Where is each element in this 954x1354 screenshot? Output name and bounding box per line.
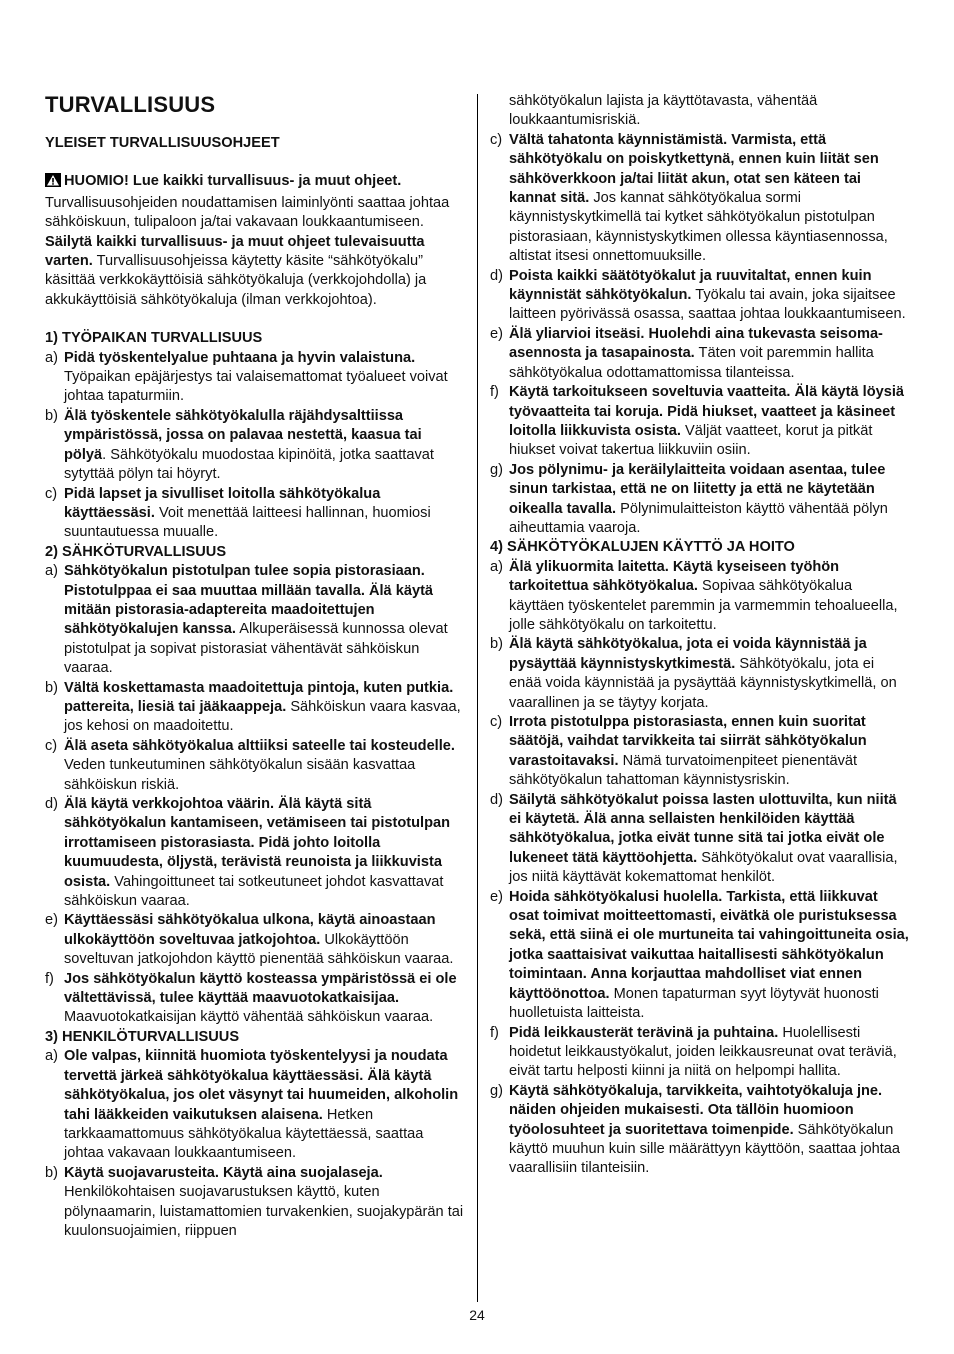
item-text: Työkalu tai avain, joka sijaitsee laitteen pyörivässä osassa, saattaa johtaa loukkaantumiseen.: [509, 287, 906, 323]
list-item: [490, 1024, 910, 1082]
item-letter: a): [490, 558, 503, 575]
item-text: Nämä turvatoimenpiteet pienentävät sähkötyökalun tahattoman käynnistysriskin.: [509, 752, 858, 789]
list-item: [490, 267, 910, 325]
item-text: Täten voit paremmin hallita sähkötyökalua odottamattomissa tilanteissa.: [509, 345, 874, 381]
list-item: [45, 679, 465, 737]
list-item: [490, 1082, 910, 1179]
item-text: Pölynimulaitteiston käyttö vähentää pölyn aiheuttamia vaaroja.: [509, 500, 888, 536]
page-number: 24: [469, 1307, 485, 1323]
item-letter: f): [45, 970, 54, 987]
intro-text: Turvallisuusohjeiden noudattamisen laiminlyönti saattaa johtaa sähköiskuun, tulipaloon ja/tai vakavaan loukkaantumiseen.: [45, 194, 450, 231]
item-letter: b): [45, 679, 58, 696]
item-bold: Älä ylikuormita laitetta. Käytä kyseiseen työhön tarkoitettua sähkötyökalua.: [509, 558, 840, 595]
list-item: [490, 791, 910, 888]
list-item: [490, 325, 910, 383]
intro-warning-bold: HUOMIO! Lue kaikki turvallisuus- ja muut ohjeet.: [64, 173, 402, 190]
list-item: [490, 635, 910, 713]
item-letter: b): [45, 1164, 58, 1181]
item-bold: Irrota pistotulppa pistorasiasta, ennen kuin suoritat säätöjä, vaihdat tarvikkeita tai siirrät sähkötyökalun varastoitavaksi.: [509, 714, 867, 769]
item-text: Sähkötyökalu, jota ei enää voida käynnistää ja pysäyttää käynnistyskytkimellä, on vaarallinen ja se täytyy korjata.: [509, 655, 897, 711]
item-text: . Sähkötyökalu muodostaa kipinöitä, jotka saattavat sytyttää pölyn tai höyryt.: [64, 446, 434, 483]
item-bold: Jos sähkötyökalun käyttö kosteassa ympäristössä ei ole vältettävissä, tulee käyttää maavuotokatkaisijaa.: [64, 970, 457, 1007]
item-bold: Pidä leikkausterät terävinä ja puhtaina.: [509, 1024, 779, 1041]
item-bold: Käytä sähkötyökaluja, tarvikkeita, vaihtotyökaluja jne. näiden ohjeiden mukaisesti. Ota tällöin huomioon työolosuhteet ja suoritettava toimenpide.: [509, 1082, 883, 1138]
item-bold: Säilytä sähkötyökalut poissa lasten ulottuvilta, kun niitä ei käytetä. Älä anna sellaisten henkilöiden käyttää sähkötyökalua, jotka eivät tunne sitä tai jotka eivät ole lukeneet tätä käyttöohjetta.: [509, 791, 897, 866]
item-bold: Hoida sähkötyökalusi huolella. Tarkista, että liikkuvat osat toimivat moitteettomasti, eivätkä ole puristuksessa sekä, että siinä ei ole murtuneita tai vahingoittuneita osia, jotka saattaisivat vaikuttaa haitallisesti sähkötyökalun toimintaan. Anna korjauttaa mahdolliset viat ennen käyttöönottoa.: [509, 888, 909, 1002]
intro-paragraph: [45, 172, 465, 310]
list-item: [45, 737, 465, 795]
section-heading: 1) TYÖPAIKAN TURVALLISUUS: [45, 330, 263, 347]
list-item: [45, 911, 465, 969]
section-heading: 3) HENKILÖTURVALLISUUS: [45, 1028, 240, 1045]
section-heading: 2) SÄHKÖTURVALLISUUS: [45, 543, 227, 560]
list-item: [490, 383, 910, 461]
item-text: Voit menettää laitteesi hallinnan, huomiosi suuntautuessa muualle.: [64, 504, 431, 541]
item-text: Henkilökohtaisen suojavarustuksen käyttö, kuten pölynaamarin, luistamattomien turvakenkien, suojakypärän tai kuulonsuojaimien, riippuen: [64, 1184, 464, 1239]
left-column: [45, 134, 465, 1241]
list-item: [45, 1164, 465, 1242]
list-item: [45, 349, 465, 407]
item-letter: f): [490, 1024, 499, 1041]
item-bold: Älä aseta sähkötyökalua alttiiksi sateelle tai kosteudelle.: [64, 737, 455, 754]
page-title: TURVALLISUUS: [45, 92, 216, 117]
intro-keep-instructions: Säilytä kaikki turvallisuus- ja muut ohjeet tulevaisuutta varten.: [45, 233, 425, 270]
list-item: [45, 1047, 465, 1163]
item-letter: f): [490, 384, 499, 401]
item-bold: Poista kaikki säätötyökalut ja ruuvitaltat, ennen kuin käynnistät sähkötyökalun.: [509, 267, 872, 304]
item-text: Hetken tarkkaamattomuus sähkötyökalua käytettäessä, saattaa johtaa vakavaan loukkaantumiseen.: [64, 1106, 424, 1162]
item-letter: c): [490, 131, 503, 148]
item-text: Jos kannat sähkötyökalua sormi käynnistyskytkimellä tai kytket sähkötyökalun pistotulpan pistorasiaan, käynnistyskytkimen ollessa käyntiasennossa, altistat itsesi onnettomuuksille.: [509, 190, 888, 265]
item-text: Sähköiskun vaara kasvaa, jos kehosi on maadoitettu.: [64, 698, 461, 735]
item-bold: Pidä työskentelyalue puhtaana ja hyvin valaistuna.: [64, 349, 416, 366]
item-text: Vahingoittuneet tai sotkeutuneet johdot kasvattavat sähköiskun vaaraa.: [64, 873, 444, 910]
item-text: Sopivaa sähkötyökalua käyttäen työskentelet paremmin ja varmemmin tehoalueella, jolle sähkötyökalu on tarkoitettu.: [509, 578, 898, 633]
item-letter: g): [490, 461, 503, 478]
item-letter: c): [45, 737, 58, 754]
list-item: [45, 970, 465, 1028]
item-text: Monen tapaturman syyt löytyvät huonosti huolletuista laitteista.: [509, 985, 879, 1022]
item-letter: a): [45, 349, 58, 366]
item-letter: e): [490, 888, 503, 905]
item-bold: Käyttäessäsi sähkötyökalua ulkona, käytä ainoastaan ulkokäyttöön soveltuvaa jatkojohtoa.: [64, 912, 436, 948]
item-letter: e): [490, 325, 503, 342]
item-letter: b): [490, 636, 503, 653]
item-text: Ulkokäyttöön soveltuvan jatkojohdon käyttö pienentää sähköiskun vaaraa.: [64, 931, 454, 968]
section-subtitle: YLEISET TURVALLISUUSOHJEET: [45, 135, 280, 151]
item-text: Työpaikan epäjärjestys tai valaisemattomat työalueet voivat johtaa tapaturmiin.: [64, 369, 448, 405]
item-letter: b): [45, 407, 58, 424]
item-letter: g): [490, 1082, 503, 1099]
list-item: [45, 795, 465, 911]
item-letter: d): [490, 267, 503, 284]
item-letter: d): [490, 791, 503, 808]
list-item: [490, 131, 910, 267]
item-letter: a): [45, 1048, 58, 1065]
item-continuation: sähkötyökalun lajista ja käyttötavasta, vähentää loukkaantumisriskiä.: [509, 93, 818, 129]
item-bold: Älä käytä sähkötyökalua, jota ei voida käynnistää ja pysäyttää käynnistyskytkimestä.: [509, 636, 867, 672]
column-divider: [477, 94, 478, 1302]
item-text: Sähkötyökalut ovat vaarallisia, jos niitä käyttävät kokemattomat henkilöt.: [509, 849, 898, 886]
item-bold: Pidä lapset ja sivulliset loitolla sähkötyökalua käyttäessäsi.: [64, 485, 381, 521]
list-item: [45, 407, 465, 485]
list-item: [490, 461, 910, 539]
item-bold: Ole valpas, kiinnitä huomiota työskentelyysi ja noudata tervettä järkeä sähkötyökalua käyttäessäsi. Älä käytä sähkötyökalua, jos olet väsynyt tai huumeiden, alkoholin tahi lääkkeiden vaikutuksen alaisena.: [64, 1048, 459, 1123]
list-item: [490, 888, 910, 1024]
item-text: Sähkötyökalun käyttö muuhun kuin sille määrättyyn käyttöön, saattaa johtaa vaarallisiin tilanteisiin.: [509, 1121, 901, 1177]
section-heading: 4) SÄHKÖTYÖKALUJEN KÄYTTÖ JA HOITO: [490, 539, 795, 556]
item-text: Veden tunkeutuminen sähkötyökalun sisään kasvattaa sähköiskun riskiä.: [64, 757, 416, 793]
item-text: Maavuotokatkaisijan käyttö vähentää sähköiskun vaaraa.: [64, 1009, 434, 1026]
item-letter: c): [490, 714, 503, 730]
item-letter: d): [45, 796, 58, 812]
item-bold: Vältä koskettamasta maadoitettuja pintoja, kuten putkia. pattereita, liesiä tai jääkaappeja.: [64, 679, 454, 715]
item-bold: Älä yliarvioi itseäsi. Huolehdi aina tukevasta seisoma-asennosta ja tasapainosta.: [509, 325, 883, 362]
item-bold: Sähkötyökalun pistotulpan tulee sopia pistorasiaan. Pistotulppaa ei saa muuttaa millään tavalla. Älä käytä mitään pistorasia-adaptereita maadoitettujen sähkötyökalujen kanssa.: [64, 563, 434, 638]
item-text: Alkuperäisessä kunnossa olevat pistotulpat ja sopivat pistorasiat vähentävät sähköiskun vaaraa.: [64, 621, 448, 677]
item-bold: Vältä tahatonta käynnistämistä. Varmista, että sähkötyökalu on poiskytkettynä, ennen kuin liität sen sähköverkkoon ja/tai liität akun, otat sen käteen tai kannat sitä.: [509, 131, 879, 207]
item-text: Huolellisesti hoidetut leikkaustyökalut, joiden leikkausreunat ovat teräviä, eivät tartu helposti kiinni ja niitä on helpompi hallita.: [509, 1024, 897, 1080]
intro-text-2: Turvallisuusohjeissa käytetty käsite “sähkötyökalu” käsittää verkkokäyttöisiä sähkötyökaluja (verkkojohdolla) ja akkukäyttöisiä sähkötyökaluja (ilman verkkojohtoa).: [45, 253, 427, 308]
item-bold: Älä työskentele sähkötyökalulla räjähdysalttiissa ympäristössä, jossa on palavaa nestettä, kaasua tai pölyä: [64, 407, 422, 463]
item-bold: Älä käytä verkkojohtoa väärin. Älä käytä sitä sähkötyökalun kantamiseen, vetämiseen tai pistotulpan irrottamiseen pistorasiasta. Pidä johto loitolla kuumuudesta, öljystä, terävistä reunoista ja liikkuvista osista.: [64, 796, 451, 890]
item-bold: Jos pölynimu- ja keräilylaitteita voidaan asentaa, tulee sinun tarkistaa, että ne on liitetty ja että ne käytetään oikealla tavalla.: [509, 461, 886, 517]
item-bold: Käytä tarkoitukseen soveltuvia vaatteita. Älä käytä löysiä työvaatteita tai koruja. Pidä hiukset, vaatteet ja käsineet loitolla liikkuvista osista.: [509, 384, 905, 439]
item-bold: Käytä suojavarusteita. Käytä aina suojalaseja.: [64, 1164, 383, 1181]
item-text: Väljät vaatteet, korut ja pitkät hiukset voivat takertua liikkuviin osiin.: [509, 422, 873, 459]
item-letter: e): [45, 912, 58, 929]
list-item: [45, 562, 465, 678]
list-item: [45, 485, 465, 543]
warning-icon: [45, 173, 61, 193]
item-letter: a): [45, 563, 58, 580]
list-item: [490, 558, 910, 636]
item-letter: c): [45, 485, 58, 502]
right-column: [490, 92, 910, 1179]
list-item: [490, 713, 910, 791]
